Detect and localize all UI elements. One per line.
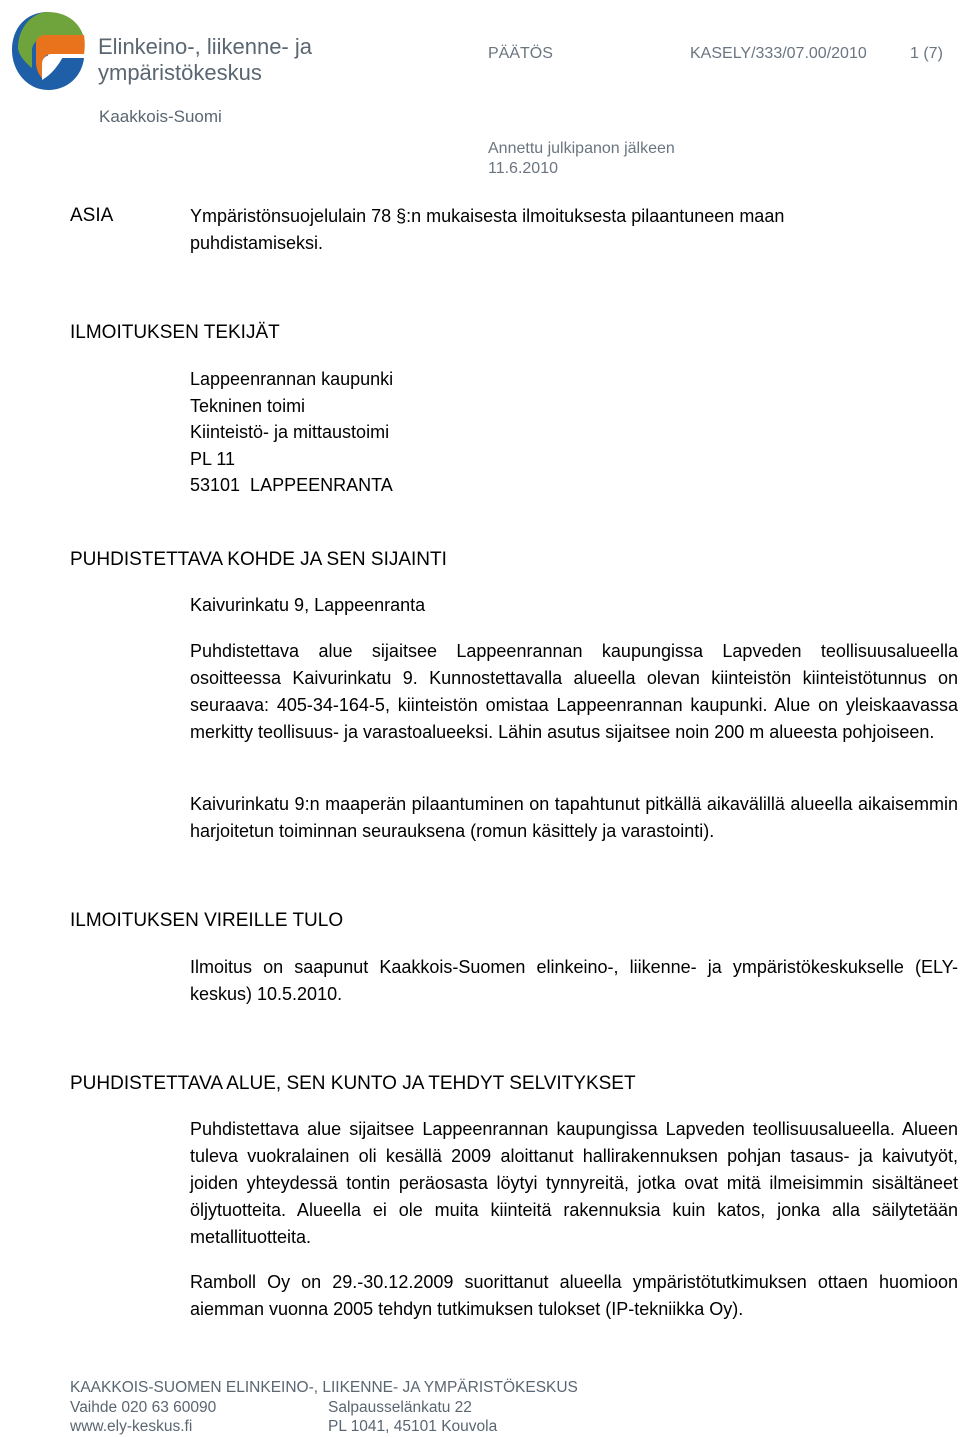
asia-line2: puhdistamiseksi. (190, 233, 324, 253)
tekijat-line: Lappeenrannan kaupunki (190, 369, 394, 389)
doc-type: PÄÄTÖS (488, 45, 553, 62)
vireille-heading: ILMOITUKSEN VIREILLE TULO (70, 910, 344, 931)
asia-line1: Ympäristönsuojelulain 78 §:n mukaisesta ilmoituksesta pilaantuneen maan (190, 206, 785, 226)
alue-heading: PUHDISTETTAVA ALUE, SEN KUNTO JA TEHDYT SELVITYKSET (70, 1073, 636, 1094)
footer-street: Salpausselänkatu 22 (328, 1398, 472, 1416)
kohde-paragraph-1: Puhdistettava alue sijaitsee Lappeenrannan kaupungissa Lapveden teollisuusalueella osoitteessa Kaivurinkatu 9. Kunnostettavalla alueella olevan kiinteistön kiinteistötunnus on seuraava: 405-34-164-5, kiinteistön omistaa Lappeenrannan kaupunki. Alue on yleiskaavassa merkitty teollisuus- ja varastoalueeksi. Lähin asutus sijaitsee noin 200 m alueesta pohjoiseen. (190, 641, 958, 742)
issued-date: 11.6.2010 (488, 160, 558, 177)
footer-phone: Vaihde 020 63 60090 (70, 1398, 217, 1416)
tekijat-line: 53101 LAPPEENRANTA (190, 475, 393, 495)
footer-postal: PL 1041, 45101 Kouvola (328, 1418, 498, 1435)
org-name (98, 34, 312, 86)
ely-logo-icon (8, 8, 88, 94)
tekijat-heading: ILMOITUKSEN TEKIJÄT (70, 322, 280, 343)
org-name-line1: Elinkeino-, liikenne- ja (98, 34, 312, 59)
alue-paragraph-1: Puhdistettava alue sijaitsee Lappeenrannan kaupungissa Lapveden teollisuusalueella. Alueen tuleva vuokralainen oli kesällä 2009 aloittanut hallirakennuksen pohjan tasaus- ja kaivutyöt, joiden yhteydessä tontin peräosasta löytyi tynnyreitä, jotka ovat mitä ilmeisimmin sisältäneet öljytuotteita. Alueella ei ole muita kiinteitä rakennuksia kuin katos, jonka alla säilytetään metallituotteita. (190, 1119, 958, 1247)
footer-web[interactable]: www.ely-keskus.fi (70, 1418, 193, 1435)
issued-label: Annettu julkipanon jälkeen (488, 140, 675, 157)
page-number: 1 (7) (910, 45, 943, 62)
tekijat-address (190, 366, 958, 499)
footer-address (328, 1398, 628, 1437)
footer-org: KAAKKOIS-SUOMEN ELINKEINO-, LIIKENNE- JA YMPÄRISTÖKESKUS (70, 1379, 578, 1396)
alue-paragraph-2: Ramboll Oy on 29.-30.12.2009 suorittanut alueella ympäristötutkimuksen ottaen huomioon aiemman vuonna 2005 tehdyn tutkimuksen tulokset (IP-tekniikka Oy). (190, 1272, 958, 1319)
kohde-address: Kaivurinkatu 9, Lappeenranta (190, 595, 426, 615)
doc-reference: KASELY/333/07.00/2010 (690, 45, 867, 62)
asia-text (190, 203, 958, 257)
tekijat-line: Kiinteistö- ja mittaustoimi (190, 422, 390, 442)
vireille-paragraph: Ilmoitus on saapunut Kaakkois-Suomen elinkeino-, liikenne- ja ympäristökeskukselle (ELY-keskus) 10.5.2010. (190, 957, 958, 1004)
footer (70, 1378, 578, 1437)
issued-info (488, 139, 675, 179)
org-region: Kaakkois-Suomi (99, 107, 222, 126)
tekijat-line: Tekninen toimi (190, 395, 306, 416)
org-name-line2: ympäristökeskus (98, 60, 262, 85)
asia-label: ASIA (70, 205, 114, 226)
kohde-paragraph-2: Kaivurinkatu 9:n maaperän pilaantuminen on tapahtunut pitkällä aikavälillä alueella aikaisemmin harjoitetun toiminnan seurauksena (romun käsittely ja varastointi). (190, 794, 958, 841)
tekijat-line: PL 11 (190, 448, 236, 469)
kohde-heading: PUHDISTETTAVA KOHDE JA SEN SIJAINTI (70, 549, 447, 570)
